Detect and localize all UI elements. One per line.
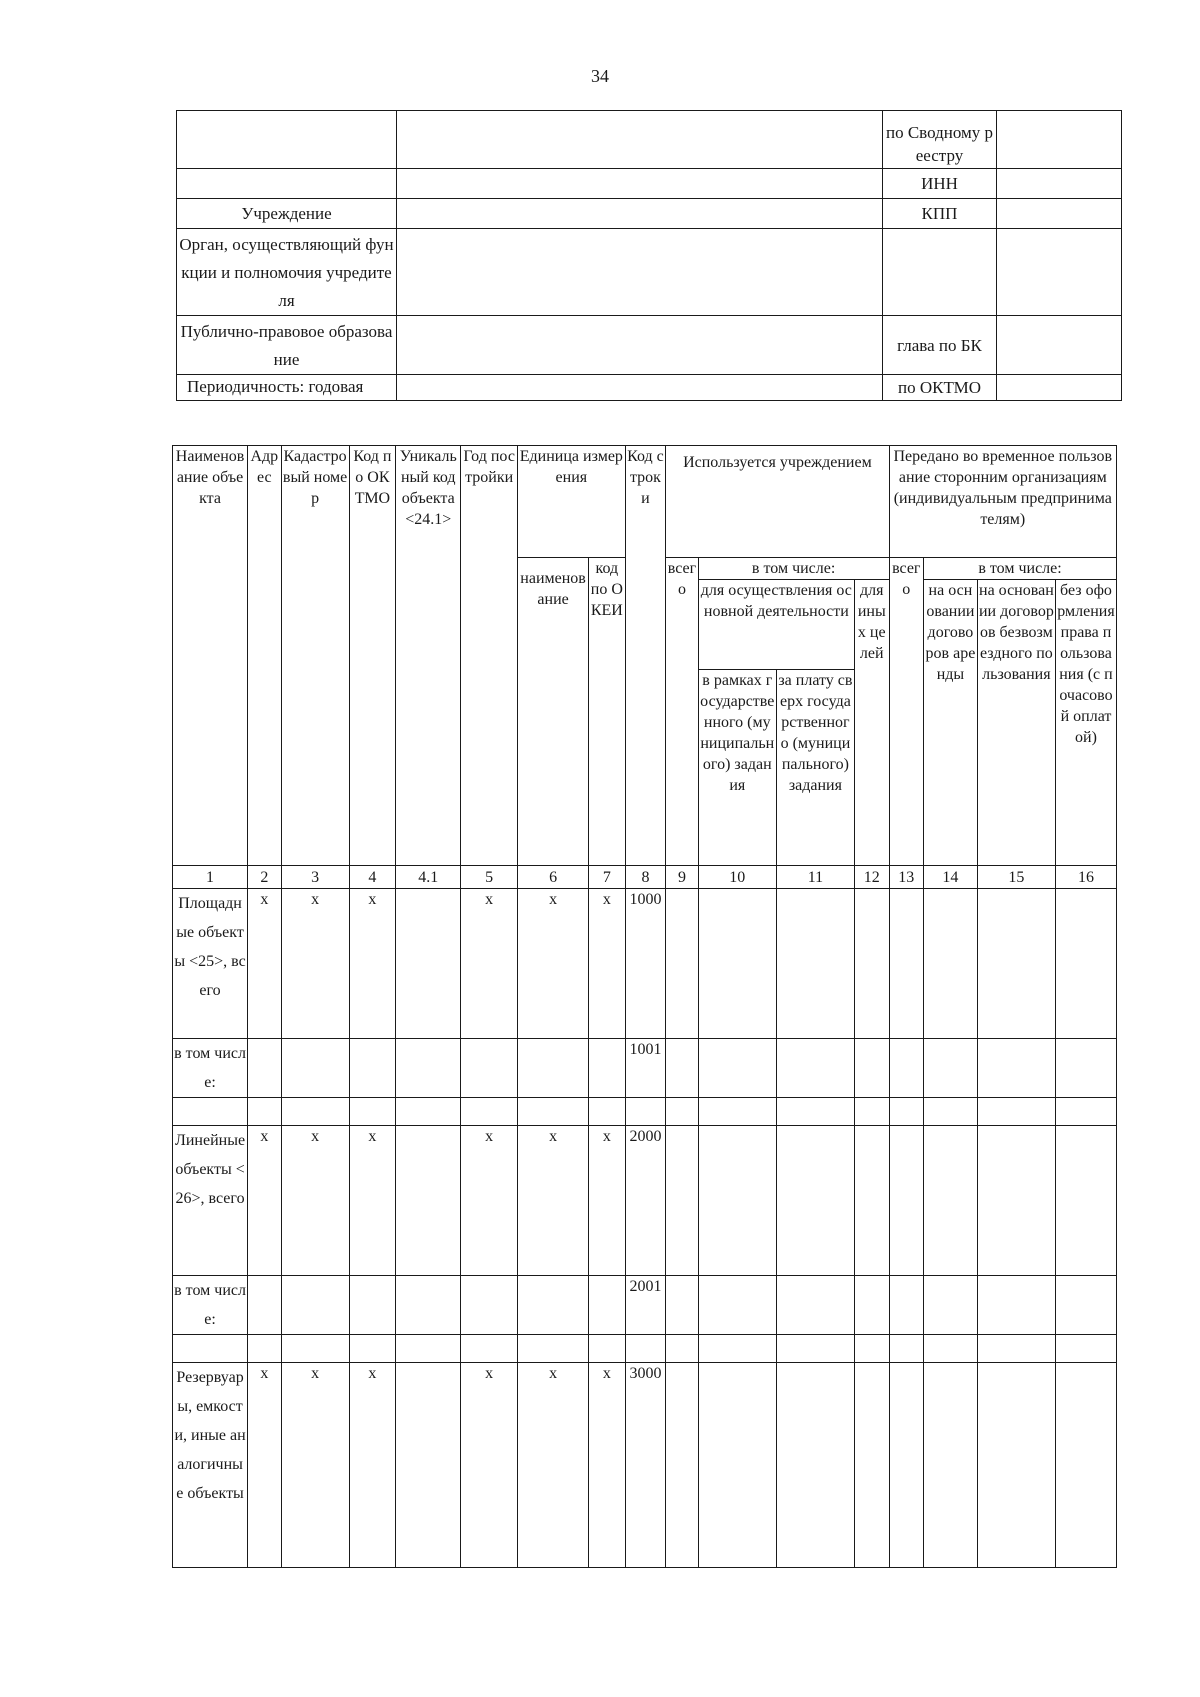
empty-cell: [461, 1039, 518, 1098]
empty-cell: [889, 1335, 924, 1363]
empty-cell: [698, 1363, 776, 1568]
empty-cell: [889, 1098, 924, 1126]
x-mark: x: [248, 1363, 281, 1568]
empty-cell: [1055, 1335, 1116, 1363]
empty-cell: [698, 1098, 776, 1126]
empty-cell: [518, 1039, 589, 1098]
col-used-total-header: всего: [666, 558, 698, 866]
empty-cell: [977, 1098, 1055, 1126]
glava-value-cell: [997, 316, 1122, 375]
header-table: [176, 110, 1122, 401]
col-name-header: Наименование объекта: [173, 446, 248, 866]
col-main-activity-header: для осуществления основной деятельности: [698, 580, 854, 670]
empty-cell: [776, 1276, 854, 1335]
col-line-code-header: Код строки: [625, 446, 666, 866]
column-number: 4: [349, 866, 396, 889]
empty-cell: [396, 1335, 461, 1363]
empty-cell: [776, 1098, 854, 1126]
empty-cell: [889, 1276, 924, 1335]
empty-cell: [924, 1098, 978, 1126]
empty-cell: [666, 1126, 698, 1276]
empty-cell: [281, 1335, 349, 1363]
empty-cell: [173, 1098, 248, 1126]
founder-label: Орган, осуществляющий функции и полномочия учредителя: [177, 229, 397, 316]
empty-cell: [698, 1276, 776, 1335]
empty-cell: [173, 1335, 248, 1363]
empty-cell: [396, 1363, 461, 1568]
col-transferred-incl-header: в том числе:: [924, 558, 1117, 580]
kpp-label: КПП: [883, 199, 997, 229]
empty-cell: [854, 1276, 889, 1335]
table-row: [173, 1335, 1117, 1363]
x-mark: x: [248, 1126, 281, 1276]
glava-label: глава по БК: [883, 316, 997, 375]
empty-cell: [854, 1098, 889, 1126]
col-year-header: Год постройки: [461, 446, 518, 866]
col-lease-header: на основании договоров аренды: [924, 580, 978, 866]
table-row: [173, 1363, 1117, 1568]
empty-cell: [349, 1098, 396, 1126]
table-row: [173, 1126, 1117, 1276]
empty-cell: [854, 1126, 889, 1276]
empty-cell: [776, 1335, 854, 1363]
objects-table: [172, 445, 1117, 1568]
column-number: 16: [1055, 866, 1116, 889]
empty-cell: [854, 1335, 889, 1363]
empty-cell: [1055, 1039, 1116, 1098]
column-number: 3: [281, 866, 349, 889]
empty-cell: [396, 1039, 461, 1098]
empty-cell: [924, 1276, 978, 1335]
empty-cell: [666, 889, 698, 1039]
empty-cell: [396, 889, 461, 1039]
col-oktmo-header: Код по ОКТМО: [349, 446, 396, 866]
periodicity-label: Периодичность: годовая: [177, 375, 397, 401]
x-mark: x: [281, 889, 349, 1039]
empty-cell: [977, 1276, 1055, 1335]
col-transferred-total-header: всего: [889, 558, 924, 866]
x-mark: x: [461, 1126, 518, 1276]
empty-cell: [349, 1335, 396, 1363]
page-number: 34: [591, 66, 609, 86]
x-mark: x: [461, 1363, 518, 1568]
empty-cell: [889, 1363, 924, 1568]
public-entity-value-cell: [397, 316, 883, 375]
row-name: Площадные объекты <25>, всего: [173, 889, 248, 1039]
empty-cell: [1055, 889, 1116, 1039]
col-other-purposes-header: для иных целей: [854, 580, 889, 866]
line-code: 2000: [625, 1126, 666, 1276]
empty-cell: [854, 1363, 889, 1568]
empty-cell: [977, 1039, 1055, 1098]
periodicity-value-cell: [397, 375, 883, 401]
empty-cell: [698, 1039, 776, 1098]
empty-cell: [518, 1276, 589, 1335]
empty-cell: [396, 1276, 461, 1335]
x-mark: x: [349, 1363, 396, 1568]
empty-cell: [396, 1098, 461, 1126]
empty-cell: [854, 889, 889, 1039]
svod-value-cell: [997, 111, 1122, 169]
empty-cell: [698, 1126, 776, 1276]
line-code: 1001: [625, 1039, 666, 1098]
empty-cell: [776, 1039, 854, 1098]
column-number: 6: [518, 866, 589, 889]
empty-cell: [666, 1363, 698, 1568]
empty-cell: [281, 1098, 349, 1126]
empty-cell: [776, 1363, 854, 1568]
column-number: 4.1: [396, 866, 461, 889]
row-name: в том числе:: [173, 1276, 248, 1335]
col-transferred-header: Передано во временное пользование сторонним организациям (индивидуальным предпринимателям): [889, 446, 1116, 558]
empty-cell: [924, 1039, 978, 1098]
empty-cell: [977, 889, 1055, 1039]
line-code: 3000: [625, 1363, 666, 1568]
empty-cell: [281, 1276, 349, 1335]
empty-cell: [518, 1098, 589, 1126]
oktmo-label: по ОКТМО: [883, 375, 997, 401]
empty-cell: [666, 1098, 698, 1126]
empty-cell: [977, 1335, 1055, 1363]
col-used-incl-header: в том числе:: [698, 558, 889, 580]
table-row: [173, 1039, 1117, 1098]
col-unit-header: Единица измерения: [518, 446, 626, 558]
col-unique-code-header: Уникальный код объекта <24.1>: [396, 446, 461, 866]
empty-cell: [396, 1126, 461, 1276]
empty-cell: [666, 1335, 698, 1363]
x-mark: x: [518, 1126, 589, 1276]
x-mark: x: [281, 1363, 349, 1568]
empty-cell: [461, 1098, 518, 1126]
empty-cell: [776, 1126, 854, 1276]
empty-cell: [1055, 1363, 1116, 1568]
empty-cell: [698, 1335, 776, 1363]
column-number: 12: [854, 866, 889, 889]
x-mark: x: [281, 1126, 349, 1276]
inn-value-cell: [997, 169, 1122, 199]
table-row: [173, 889, 1117, 1039]
kpp-value-cell: [997, 199, 1122, 229]
column-number: 2: [248, 866, 281, 889]
line-code: 1000: [625, 889, 666, 1039]
table-row: [173, 1098, 1117, 1126]
line-code: 2001: [625, 1276, 666, 1335]
empty-cell: [666, 1039, 698, 1098]
founder-value-cell: [397, 229, 883, 316]
empty-cell: [248, 1098, 281, 1126]
table-row: [173, 1276, 1117, 1335]
column-number: 15: [977, 866, 1055, 889]
column-number: 11: [776, 866, 854, 889]
header-value-cell: [397, 169, 883, 199]
x-mark: x: [518, 1363, 589, 1568]
column-number: 9: [666, 866, 698, 889]
col-used-header: Используется учреждением: [666, 446, 889, 558]
col-free-use-header: на основании договоров безвозмездного пользования: [977, 580, 1055, 866]
empty-cell: [461, 1335, 518, 1363]
empty-cell: [1055, 1126, 1116, 1276]
header-value-cell: [397, 111, 883, 169]
empty-cell: [854, 1039, 889, 1098]
empty-cell: [924, 889, 978, 1039]
empty-cell: [698, 889, 776, 1039]
founder-code-cell: [997, 229, 1122, 316]
institution-label: Учреждение: [177, 199, 397, 229]
row-name: Линейные объекты <26>, всего: [173, 1126, 248, 1276]
empty-cell: [977, 1126, 1055, 1276]
col-cadastral-header: Кадастровый номер: [281, 446, 349, 866]
empty-cell: [625, 1098, 666, 1126]
col-unit-okei-header: код по ОКЕИ: [589, 558, 626, 866]
oktmo-value-cell: [997, 375, 1122, 401]
empty-cell: [248, 1335, 281, 1363]
empty-cell: [1055, 1098, 1116, 1126]
col-unit-name-header: наименование: [518, 558, 589, 866]
empty-cell: [889, 1039, 924, 1098]
empty-cell: [924, 1363, 978, 1568]
institution-value-cell: [397, 199, 883, 229]
inn-label: ИНН: [883, 169, 997, 199]
x-mark: x: [518, 889, 589, 1039]
empty-cell: [349, 1276, 396, 1335]
column-number: 14: [924, 866, 978, 889]
column-number: 5: [461, 866, 518, 889]
empty-cell: [1055, 1276, 1116, 1335]
column-number: 8: [625, 866, 666, 889]
column-number: 10: [698, 866, 776, 889]
col-address-header: Адрес: [248, 446, 281, 866]
empty-cell: [349, 1039, 396, 1098]
row-name: в том числе:: [173, 1039, 248, 1098]
empty-cell: [589, 1335, 626, 1363]
x-mark: x: [461, 889, 518, 1039]
col-above-task-header: за плату сверх государственного (муниципального) задания: [776, 670, 854, 866]
x-mark: x: [248, 889, 281, 1039]
empty-cell: [889, 1126, 924, 1276]
column-number: 13: [889, 866, 924, 889]
empty-cell: [518, 1335, 589, 1363]
empty-cell: [625, 1335, 666, 1363]
public-entity-label: Публично-правовое образование: [177, 316, 397, 375]
col-within-task-header: в рамках государственного (муниципального) задания: [698, 670, 776, 866]
empty-cell: [889, 889, 924, 1039]
svod-label: по Сводному реестру: [883, 111, 997, 169]
row-name: Резервуары, емкости, иные аналогичные объекты: [173, 1363, 248, 1568]
empty-cell: [776, 889, 854, 1039]
empty-cell: [924, 1126, 978, 1276]
empty-cell: [248, 1276, 281, 1335]
empty-cell: [977, 1363, 1055, 1568]
empty-cell: [461, 1276, 518, 1335]
x-mark: x: [589, 889, 626, 1039]
x-mark: x: [349, 889, 396, 1039]
header-blank-cell: [177, 111, 397, 169]
column-number: 7: [589, 866, 626, 889]
column-number: 1: [173, 866, 248, 889]
founder-code-label: [883, 229, 997, 316]
x-mark: x: [589, 1363, 626, 1568]
empty-cell: [666, 1276, 698, 1335]
empty-cell: [589, 1098, 626, 1126]
empty-cell: [281, 1039, 349, 1098]
x-mark: x: [349, 1126, 396, 1276]
empty-cell: [589, 1039, 626, 1098]
empty-cell: [589, 1276, 626, 1335]
x-mark: x: [589, 1126, 626, 1276]
empty-cell: [924, 1335, 978, 1363]
empty-cell: [248, 1039, 281, 1098]
header-blank-cell: [177, 169, 397, 199]
col-no-contract-header: без оформления права пользования (с почасовой оплатой): [1055, 580, 1116, 866]
